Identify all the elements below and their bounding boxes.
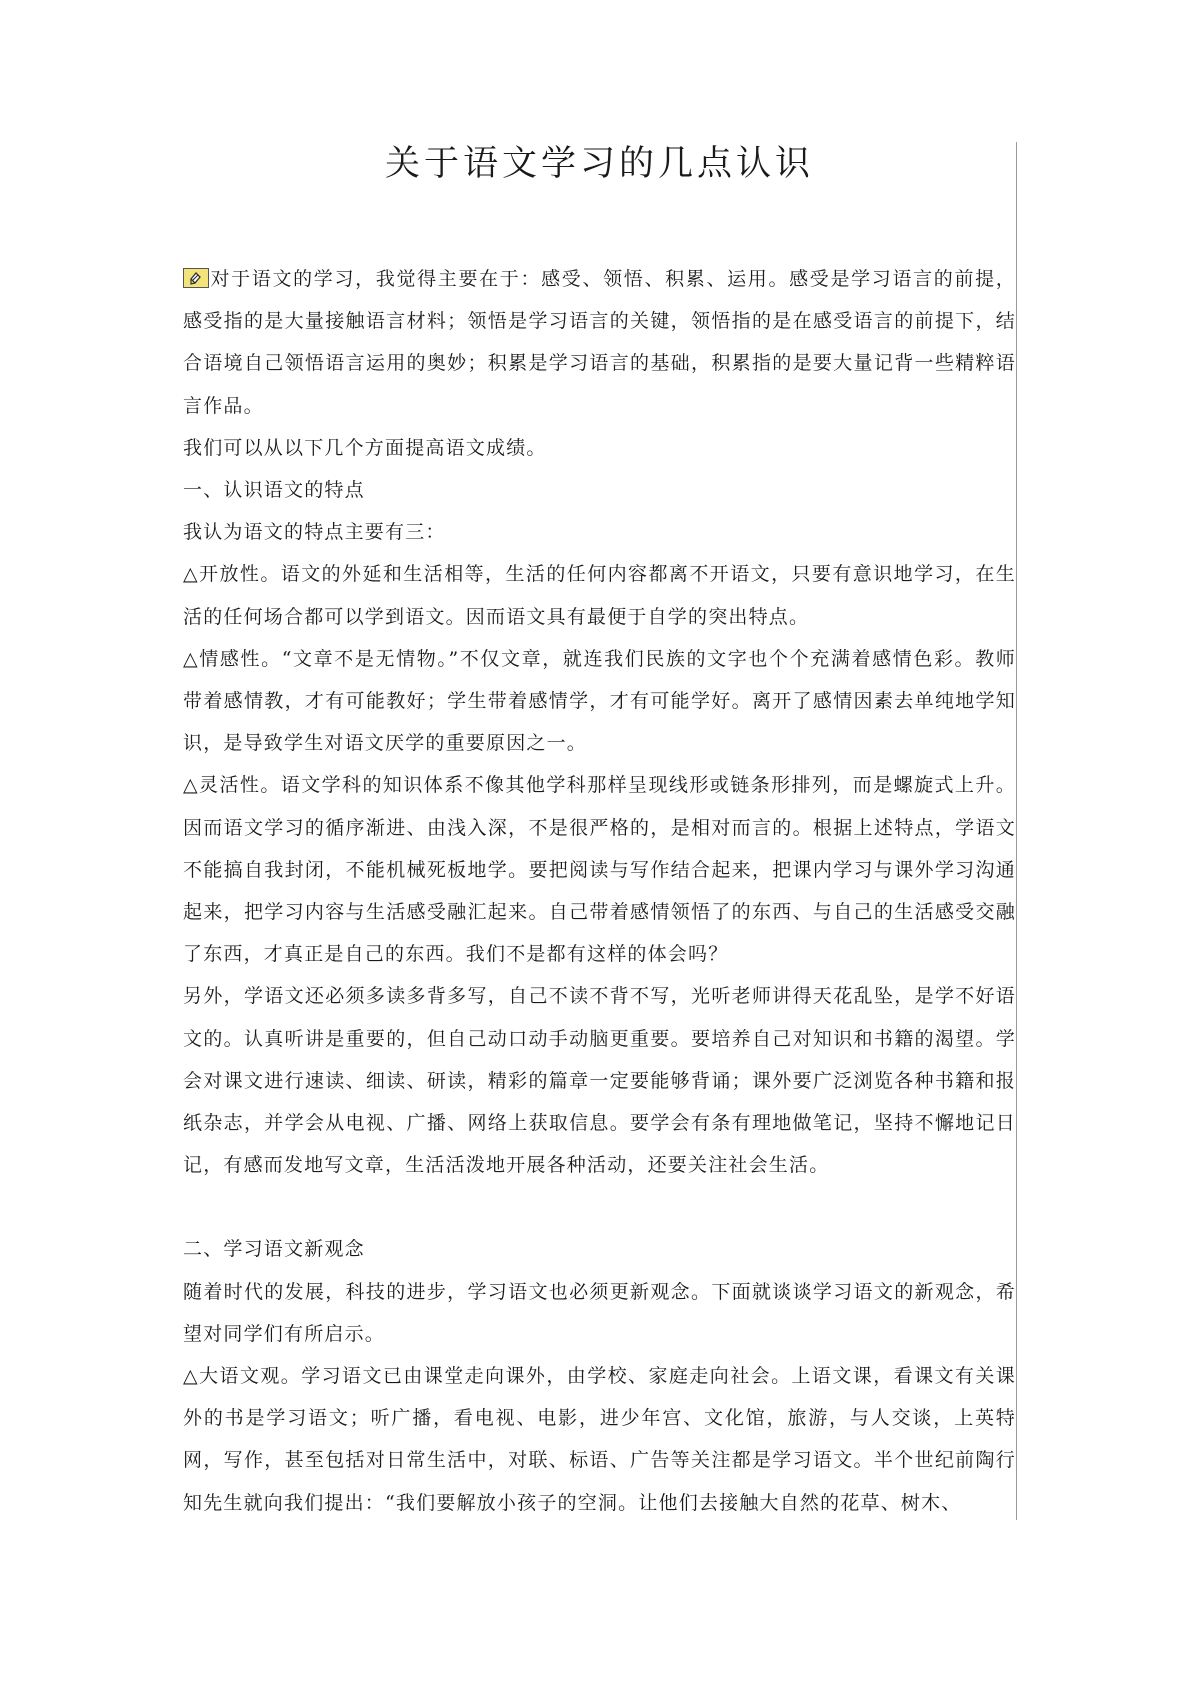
document-object-icon[interactable] (183, 268, 209, 288)
blank-line (183, 1186, 1016, 1228)
section-heading: 二、学习语文新观念 (183, 1238, 365, 1261)
paragraph: △开放性。语文的外延和生活相等，生活的任何内容都离不开语文，只要有意识地学习，在生活的任何场合都可以学到语文。因而语文具有最便于自学的突出特点。 (183, 563, 1016, 628)
margin-rule (1016, 142, 1017, 1520)
paragraph: 我认为语文的特点主要有三： (183, 521, 446, 544)
section-heading: 一、认识语文的特点 (183, 479, 365, 502)
paragraph: 我们可以从以下几个方面提高语文成绩。 (183, 436, 547, 459)
paragraph: 另外，学语文还必须多读多背多写，自己不读不背不写，光听老师讲得天花乱坠，是学不好语文的。认真听讲是重要的，但自己动口动手动脑更重要。要培养自己对知识和书籍的渴望。学会对课文进行速读、细读、研读，精彩的篇章一定要能够背诵；课外要广泛浏览各种书籍和报纸杂志，并学会从电视、广播、网络上获取信息。要学会有条有理地做笔记，坚持不懈地记日记，有感而发地写文章，生活活泼地开展各种活动，还要关注社会生活。 (183, 985, 1016, 1177)
paragraph-text: 对于语文的学习，我觉得主要在于：感受、领悟、积累、运用。感受是学习语言的前提，感受指的是大量接触语言材料；领悟是学习语言的关键，领悟指的是在感受语言的前提下，结合语境自己领悟语言运用的奥妙；积累是学习语言的基础，积累指的是要大量记背一些精粹语言作品。 (183, 268, 1016, 417)
document-body (183, 258, 1016, 1524)
paragraph-intro (183, 258, 1016, 427)
document-title: 关于语文学习的几点认识 (384, 144, 814, 184)
paragraph: △灵活性。语文学科的知识体系不像其他学科那样呈现线形或链条形排列，而是螺旋式上升。因而语文学习的循序渐进、由浅入深，不是很严格的，是相对而言的。根据上述特点，学语文不能搞自我封闭，不能机械死板地学。要把阅读与写作结合起来，把课内学习与课外学习沟通起来，把学习内容与生活感受融汇起来。自己带着感情领悟了的东西、与自己的生活感受交融了东西，才真正是自己的东西。我们不是都有这样的体会吗？ (183, 774, 1016, 966)
paragraph: 随着时代的发展，科技的进步，学习语文也必须更新观念。下面就谈谈学习语文的新观念，希望对同学们有所启示。 (183, 1280, 1016, 1345)
paragraph: △情感性。“文章不是无情物。”不仅文章，就连我们民族的文字也个个充满着感情色彩。教师带着感情教，才有可能教好；学生带着感情学，才有可能学好。离开了感情因素去单纯地学知识，是导致学生对语文厌学的重要原因之一。 (183, 647, 1016, 755)
paragraph: △大语文观。学习语文已由课堂走向课外，由学校、家庭走向社会。上语文课，看课文有关课外的书是学习语文；听广播，看电视、电影，进少年宫、文化馆，旅游，与人交谈，上英特网，写作，甚至包括对日常生活中，对联、标语、广告等关注都是学习语文。半个世纪前陶行知先生就向我们提出：“我们要解放小孩子的空洞。让他们去接触大自然的花草、树木、 (183, 1365, 1016, 1514)
